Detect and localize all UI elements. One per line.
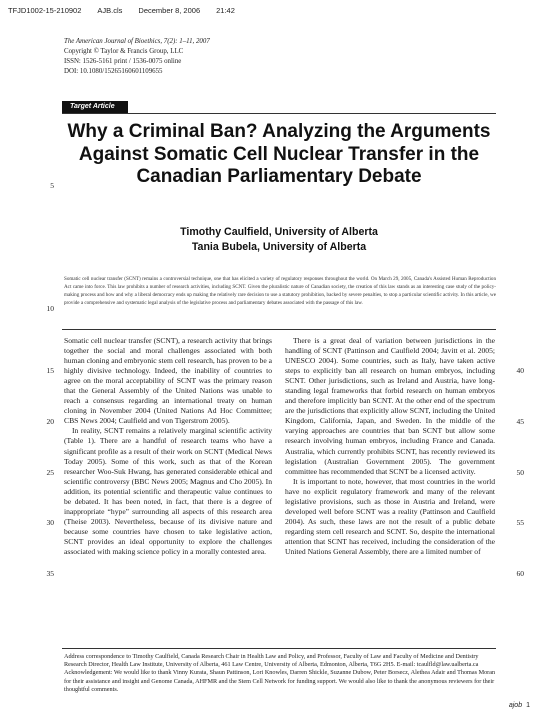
journal-meta (64, 37, 210, 77)
author-2: Tania Bubela, University of Alberta (191, 241, 367, 253)
journal-citation: The American Journal of Bioethics, 7(2): 1–11, 2007 (64, 38, 210, 45)
abstract-rule (62, 329, 496, 330)
body-left-column (64, 336, 272, 557)
line-number: 25 (46, 468, 54, 477)
acknowledgement: Acknowledgement: We would like to thank Vinny Kurata, Shaun Pattinson, Lori Knowles, Darren Shickle, Suzanne Dubow, Peter Borsecz, Alethea Adair and Thomas Moran for their assistance and insight and Genome Canada, AHFMR and the Stem Cell Network for funding support. We would also like to thank the anonymous reviewers for their thoughtful comments. (64, 669, 496, 693)
line-number: 5 (50, 181, 54, 190)
line-number: 35 (46, 569, 54, 578)
article-title: Why a Criminal Ban? Analyzing the Arguments Against Somatic Cell Nuclear Transfer in the Canadian Parliamentary Debate (67, 121, 491, 187)
page-folio (509, 702, 530, 709)
header-date: December 8, 2006 (138, 6, 201, 15)
doi-line: DOI: 10.1080/15265160601109655 (64, 68, 163, 75)
line-number: 20 (46, 417, 54, 426)
line-number: 30 (46, 518, 54, 527)
line-number: 50 (516, 468, 524, 477)
running-header (8, 6, 251, 15)
folio-journal: ajob (508, 702, 523, 709)
footnote (64, 653, 496, 694)
body-paragraph: It is important to note, however, that most countries in the world have no explicit regulatory framework and many of the relevant legislative provisions, such as those in Austria and Ireland, were developed well before SCNT was a reality (Pattinson and Caulfield 2004). As such, these laws are not the result of a public debate regarding stem cell research and SCNT. So, despite the international attention that SCNT has received, including the consideration of the United Nations General Assembly, there are a limited number of (285, 476, 495, 556)
body-right-column (285, 336, 495, 557)
body-paragraph: Somatic cell nuclear transfer (SCNT), a research activity that brings together the social and moral challenges associated with both human cloning and embryonic stem cell research, has proven to be a highly divisive technology. Indeed, the inability of countries to agree on the moral acceptability of SCNT was the primary reason that the General Assembly of the United Nations was unable to reach a consensus regarding an international treaty on human cloning in November 2004 (United Nations Ad Hoc Committee; CBS News 2004; Caulfield and von Tigerstrom 2005). (64, 336, 272, 426)
footnote-rule (62, 648, 496, 649)
issn-line: ISSN: 1526-5161 print / 1536-0075 online (64, 58, 182, 65)
body-paragraph: In reality, SCNT remains a relatively marginal scientific activity (Table 1). There are a handful of research teams who have a significant profile as a result of their work on SCNT (Medical News Today 2005). Some of this work, such as that of the Korean researcher Woo-Suk Hwang, has generated considerable ethical and scientific controversy (BBC News 2005; Magnus and Cho 2005). In addition, its potential scientific and therapeutic value continues to be debated. It has been noted, in fact, that there is a degree of inappropriate “hype” surrounding all aspects of this research area (Theise 2003). Nevertheless, because of its divisive nature and because some countries have chosen to take legislative action, SCNT provides an ideal opportunity to explore the challenges associated with making science policy in a morally contested area. (64, 426, 272, 556)
abstract: Somatic cell nuclear transfer (SCNT) remains a controversial technique, one that has elicited a variety of regulatory responses throughout the world. On March 29, 2005, Canada's Assisted Human Reproduction Act came into force. This law prohibits a number of research activities, including SCNT. Given the pluralistic nature of Canadian society, the creation of this law stands as an interesting case study of the policy-making process and how and why a liberal democracy ends up making the relatively rare decision to use a statutory prohibition, backed by severe penalties, to stop a particular scientific activity. In this article, we provide a comprehensive and systematic legal analysis of the legislative process and parliamentary debates associated with the passage of this law. (64, 276, 496, 307)
article-type-tag: Target Article (62, 101, 128, 113)
line-number: 60 (516, 569, 524, 578)
correspondence-address: Address correspondence to Timothy Caulfield, Canada Research Chair in Health Law and Policy, and Professor, Faculty of Law and Faculty of Medicine and Dentistry Research Director, Health Law Institute, University of Alberta, 461 Law Centre, University of Alberta, Edmonton, Alberta, T6G 2H5. E-mail: tcaulfld@law.ualberta.ca (64, 653, 479, 669)
line-number: 10 (46, 304, 54, 313)
author-list (62, 225, 496, 255)
header-time: 21:42 (216, 6, 235, 15)
line-number: 55 (516, 518, 524, 527)
line-number: 45 (516, 417, 524, 426)
body-paragraph: There is a great deal of variation between jurisdictions in the handling of SCNT (Pattinson and Caulfield 2004; Javitt et al. 2005; UNESCO 2004). Some countries, such as Italy, have taken active steps to explicitly ban all research on human embryos, including SCNT. Other jurisdictions, such as Ireland and Austria, have long-standing legal frameworks that forbid research on human embryos and therefore implicitly ban SCNT. At the other end of the spectrum are the jurisdictions that explicitly allow SCNT, including the United Kingdom, California, Japan, and Sweden. In the middle of the varying approaches are countries that ban SCNT but allow some research involving human embryos, including France and Canada. Australia, which currently prohibits SCNT, has recently reviewed its legislation (Australian Government 2005). The government committee has recommended that SCNT be a licensed activity. (285, 336, 495, 476)
author-1: Timothy Caulfield, University of Alberta (180, 226, 378, 238)
page-number: 1 (526, 702, 530, 709)
copyright-line: Copyright © Taylor & Francis Group, LLC (64, 48, 184, 55)
doc-id: TFJD1002-15-210902 (8, 6, 82, 15)
line-number: 40 (516, 366, 524, 375)
line-number: 15 (46, 366, 54, 375)
file-name: AJB.cls (97, 6, 123, 15)
title-rule (62, 113, 496, 114)
